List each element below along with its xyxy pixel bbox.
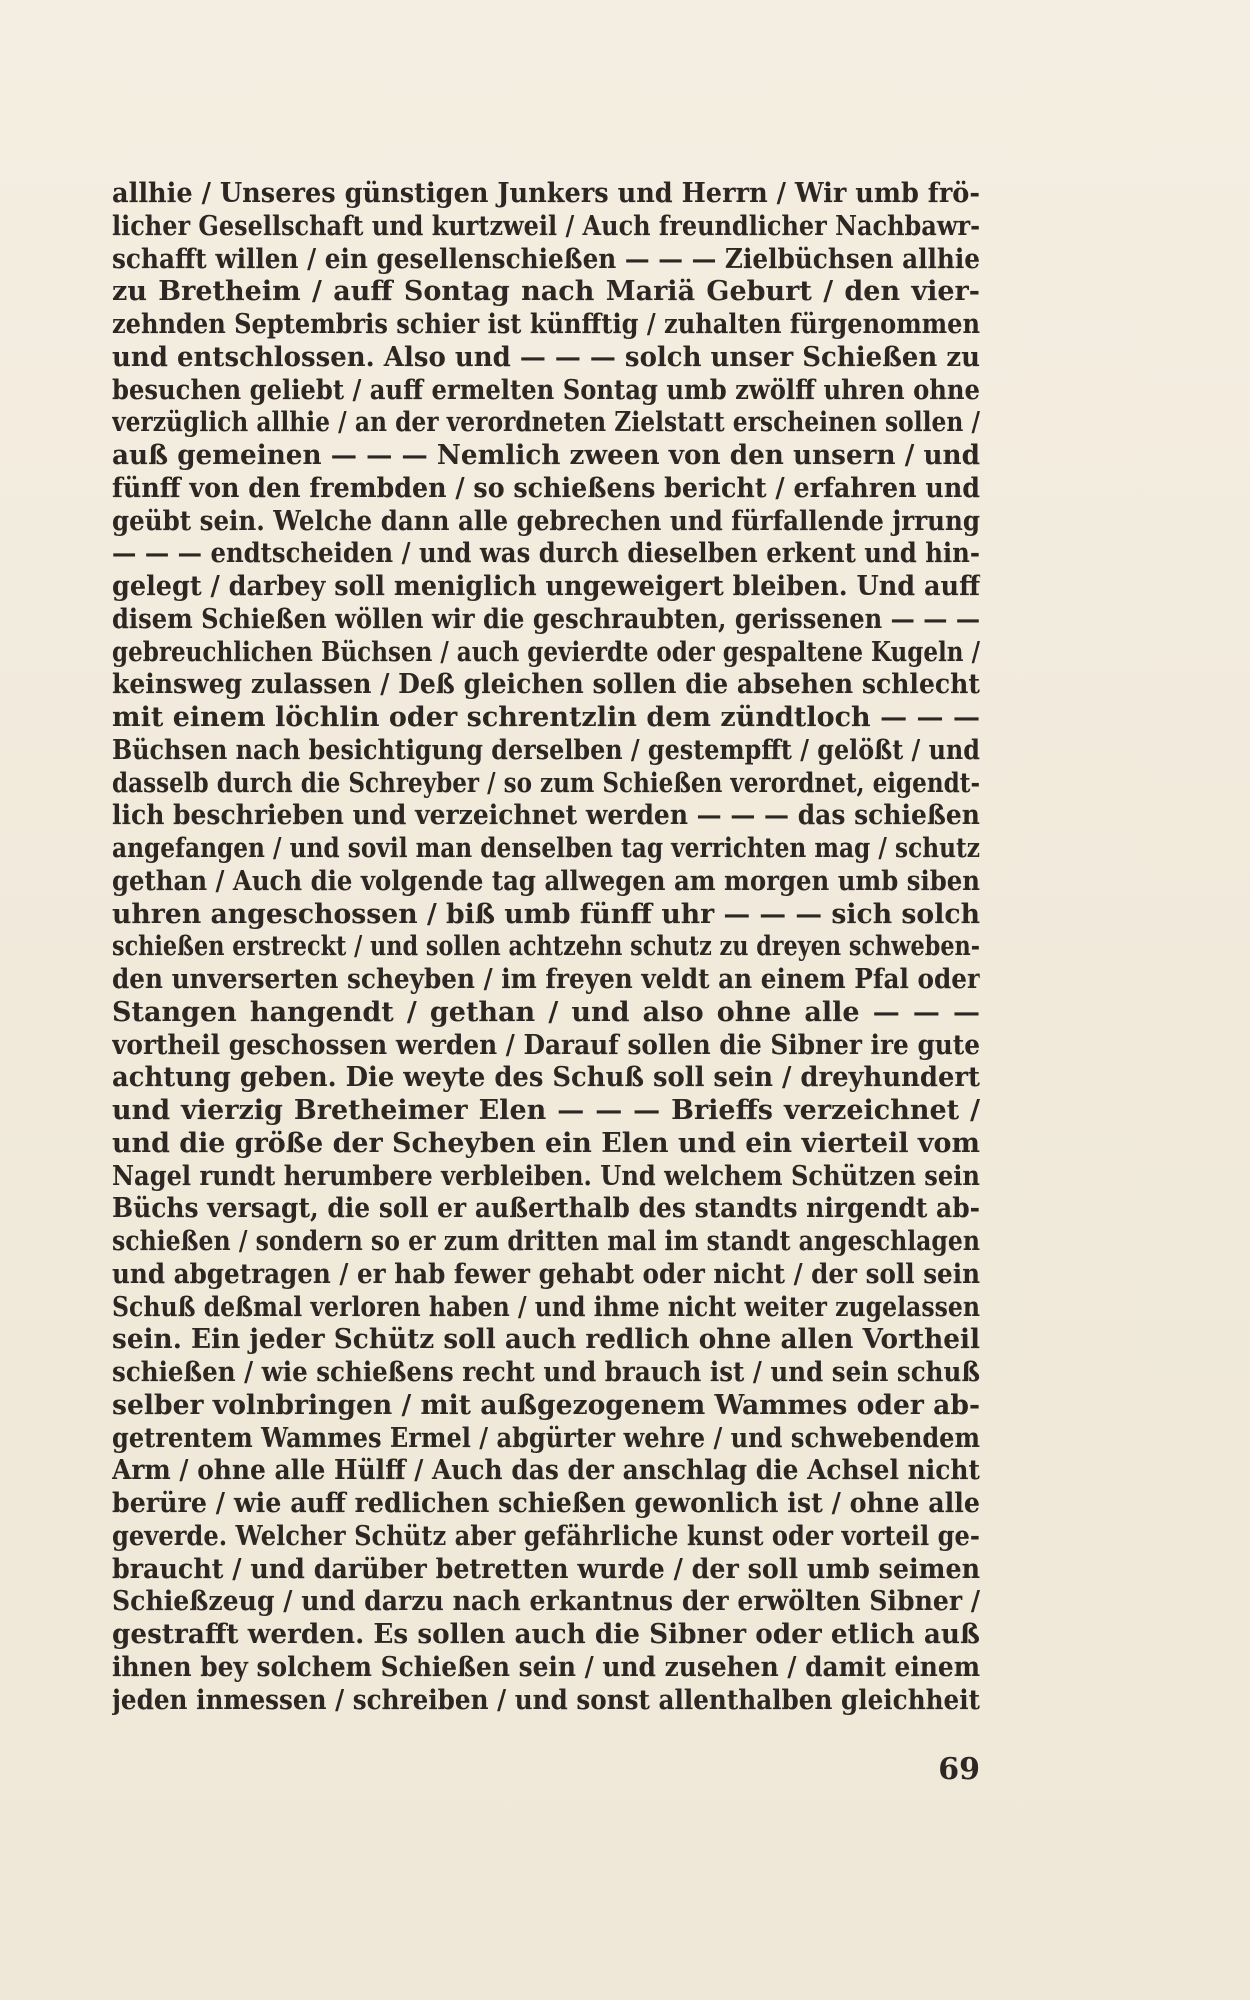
text-line: und entschlossen. Also und — — — solch unser Schießen zu (112, 341, 980, 373)
text-line: licher Gesellschaft und kurtzweil / Auch freundlicher Nachbawr- (112, 210, 980, 242)
text-line: braucht / und darüber betretten wurde / der soll umb seimen (112, 1553, 980, 1585)
text-line: dasselb durch die Schreyber / so zum Schießen verordnet, eigendt- (112, 767, 980, 799)
text-line: und die größe der Scheyben ein Elen und ein vierteil vom (112, 1127, 980, 1159)
text-line: keinsweg zulassen / Deß gleichen sollen die absehen schlecht (112, 669, 980, 701)
text-line: mit einem löchlin oder schrentzlin dem zündtloch — — — (112, 702, 980, 733)
text-line: und vierzig Bretheimer Elen — — — Brieffs verzeichnet / (112, 1095, 980, 1126)
text-line: vortheil geschossen werden / Darauf sollen die Sibner ire gute (112, 1029, 980, 1061)
text-line: fünff von den frembden / so schießens bericht / erfahren und (112, 472, 980, 504)
text-line: verzüglich allhie / an der verordneten Zielstatt erscheinen sollen / (112, 407, 980, 439)
text-line: Büchsen nach besichtigung derselben / gestempfft / gelößt / und (112, 734, 980, 766)
text-line: zu Bretheim / auff Sontag nach Mariä Geburt / den vier- (112, 276, 980, 308)
text-line: den unverserten scheyben / im freyen veldt an einem Pfal oder (112, 964, 980, 995)
text-line: geverde. Welcher Schütz aber gefährliche kunst oder vorteil ge- (112, 1520, 980, 1552)
text-line: schießen erstreckt / und sollen achtzehn schutz zu dreyen schweben- (112, 931, 980, 963)
text-line: besuchen geliebt / auff ermelten Sontag umb zwölff uhren ohne (112, 374, 980, 406)
text-line: jeden inmessen / schreiben / und sonst allenthalben gleichheit (112, 1684, 980, 1716)
text-line: Stangen hangendt / gethan / und also ohne alle — — — (112, 996, 980, 1028)
text-line: berüre / wie auff redlichen schießen gewonlich ist / ohne alle (112, 1488, 980, 1519)
text-line: Schießzeug / und darzu nach erkantnus der erwölten Sibner / (112, 1586, 980, 1618)
text-line: zehnden Septembris schier ist künfftig / zuhalten fürgenommen (112, 309, 980, 340)
text-line: angefangen / und sovil man denselben tag verrichten mag / schutz (112, 833, 980, 864)
text-line: disem Schießen wöllen wir die geschraubten, gerissenen — — — (112, 603, 980, 635)
text-line: und abgetragen / er hab fewer gehabt oder nicht / der soll sein (112, 1258, 980, 1290)
text-line: gebreuchlichen Büchsen / auch gevierdte oder gespaltene Kugeln / (112, 636, 980, 668)
text-line: achtung geben. Die weyte des Schuß soll sein / dreyhundert (112, 1062, 980, 1094)
text-line: geübt sein. Welche dann alle gebrechen und fürfallende jrrung (112, 505, 980, 537)
text-line: sein. Ein jeder Schütz soll auch redlich ohne allen Vortheil (112, 1324, 980, 1356)
text-line: gestrafft werden. Es sollen auch die Sibner oder etlich auß (112, 1619, 980, 1650)
text-line: schießen / sondern so er zum dritten mal im standt angeschlagen (112, 1226, 980, 1257)
text-line: schafft willen / ein gesellenschießen — — — Zielbüchsen allhie (112, 243, 980, 275)
text-line: Nagel rundt herumbere verbleiben. Und welchem Schützen sein (112, 1160, 980, 1192)
text-line: Arm / ohne alle Hülff / Auch das der anschlag die Achsel nicht (112, 1455, 980, 1487)
text-line: selber volnbringen / mit außgezogenem Wammes oder ab- (112, 1389, 980, 1421)
text-line: — — — endtscheiden / und was durch dieselben erkent und hin- (112, 538, 980, 570)
text-line: uhren angeschossen / biß umb fünff uhr — — — sich solch (112, 898, 980, 930)
text-line: allhie / Unseres günstigen Junkers und Herrn / Wir umb frö- (112, 178, 980, 209)
text-line: getrentem Wammes Ermel / abgürter wehre / und schwebendem (112, 1422, 980, 1454)
text-line: lich beschrieben und verzeichnet werden — — — das schießen (112, 800, 980, 832)
body-text (112, 178, 980, 1717)
text-line: schießen / wie schießens recht und brauch ist / und sein schuß (112, 1357, 980, 1388)
text-line: ihnen bey solchem Schießen sein / und zusehen / damit einem (112, 1651, 980, 1683)
text-line: Schuß deßmal verloren haben / und ihme nicht weiter zugelassen (112, 1291, 980, 1323)
text-line: gelegt / darbey soll meniglich ungeweigert bleiben. Und auff (112, 571, 980, 602)
text-line: Büchs versagt, die soll er außerthalb des standts nirgendt ab- (112, 1193, 980, 1225)
text-line: auß gemeinen — — — Nemlich zween von den unsern / und (112, 440, 980, 471)
text-line: gethan / Auch die volgende tag allwegen am morgen umb siben (112, 865, 980, 897)
page-number: 69 (938, 1752, 980, 1787)
